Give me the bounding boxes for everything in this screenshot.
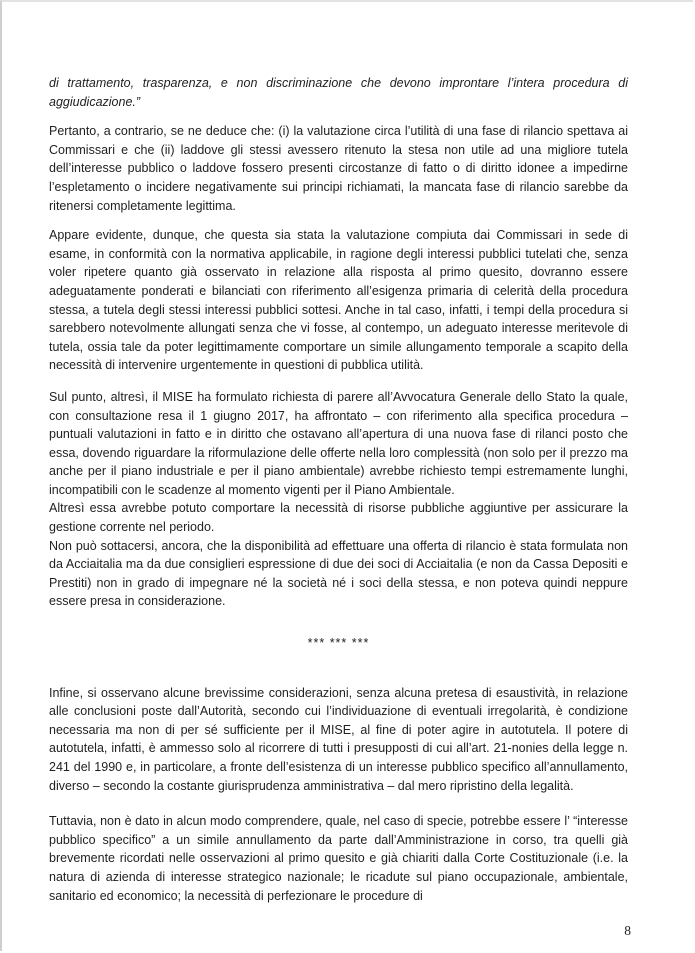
paragraph-altresi: Altresì essa avrebbe potuto comportare la necessità di risorse pubbliche aggiuntive per assicurare la gestione corrente nel periodo. [49, 501, 628, 535]
paragraph-quote-continuation: di trattamento, trasparenza, e non discriminazione che devono improntare l’intera procedura di aggiudicazione.” [49, 76, 628, 109]
document-body [49, 74, 628, 905]
paragraph-tuttavia: Tuttavia, non è dato in alcun modo comprendere, quale, nel caso di specie, potrebbe essere l’ “interesse pubblico specifico” a un simile annullamento da parte dall’Amministrazione in corso, tra quelli già brevemente ricordati nelle osservazioni al primo quesito e già chiariti dalla Corte Costituzionale (i.e. la natura di azienda di interesse strategico nazionale; le ricadute sul piano occupazionale, ambientale, sanitario ed economico; la necessità di perfezionare le procedure di [49, 814, 628, 903]
asterisk-separator: *** *** *** [307, 636, 370, 651]
paragraph-pertanto: Pertanto, a contrario, se ne deduce che: (i) la valutazione circa l’utilità di una fase di rilancio spettava ai Commissari e che (ii) laddove gli stessi avessero ritenuto la stesa non utile ad una migliore tutela dell’interesse pubblico o laddove fossero presenti circostanze di fatto o di diritto idonee a impedirne l’espletamento o incidere negativamente sui principi richiamati, la mancata fase di rilancio sarebbe da ritenersi completamente legittima. [49, 124, 628, 213]
paragraph-sul-punto: Sul punto, altresì, il MISE ha formulato richiesta di parere all’Avvocatura Generale dello Stato la quale, con consultazione resa il 1 giugno 2017, ha affrontato – con riferimento alla specifica procedura – puntuali valutazioni in fatto e in diritto che ostavano all’apertura di una nuova fase di rilanci posto che essa, dovendo riguardare la riformulazione delle offerte nella loro complessità (non solo per il prezzo ma anche per il piano industriale e per il piano ambientale) avrebbe richiesto tempi estremamente lunghi, incompatibili con le scadenze al momento vigenti per il Piano Ambientale. [49, 389, 628, 497]
paragraph-appare-evidente: Appare evidente, dunque, che questa sia stata la valutazione compiuta dai Commissari in sede di esame, in conformità con la normativa applicabile, in ragione degli interessi pubblici tutelati che, senza voler ripetere quanto già osservato in relazione alla risposta al primo quesito, dovranno essere adeguatamente ponderati e bilanciati con riferimento all’esigenza primaria di celerità della procedura stessa, a tutela degli stessi interessi pubblici sottesi. Anche in tal caso, infatti, i tempi della procedura si sarebbero notevolmente allungati senza che vi fosse, al contempo, un adeguato interesse meritevole di tutela, ossia tale da poter legittimamente comportare un simile allungamento temporale a scapito della necessità di intervenire urgentemente in questioni di pubblica utilità. [49, 228, 628, 373]
paragraph-non-puo-sottacersi: Non può sottacersi, ancora, che la disponibilità ad effettuare una offerta di rilancio è stata formulata non da Acciaitalia ma da due consiglieri espressione di due dei soci di Acciaitalia (e non da Cassa Depositi e Prestiti) non in grado di impegnare né la società né i soci della stessa, e non poteva quindi neppure essere presa in considerazione. [49, 538, 628, 609]
paragraph-infine: Infine, si osservano alcune brevissime considerazioni, senza alcuna pretesa di esaustività, in relazione alle conclusioni poste dall’Autorità, secondo cui l’individuazione di eventuali irregolarità, è condizione necessaria ma non di per sé sufficiente per il MISE, al fine di poter agire in autotutela. Il potere di autotutela, infatti, è ammesso solo al ricorrere di tutti i presupposti di cui all’art. 21-nonies della legge n. 241 del 1990 e, in particolare, a fronte dell’esistenza di un interesse pubblico specifico all’annullamento, diverso – secondo la costante giurisprudenza amministrativa – dal mero ripristino della legalità. [49, 685, 628, 793]
page-number: 8 [624, 923, 631, 938]
